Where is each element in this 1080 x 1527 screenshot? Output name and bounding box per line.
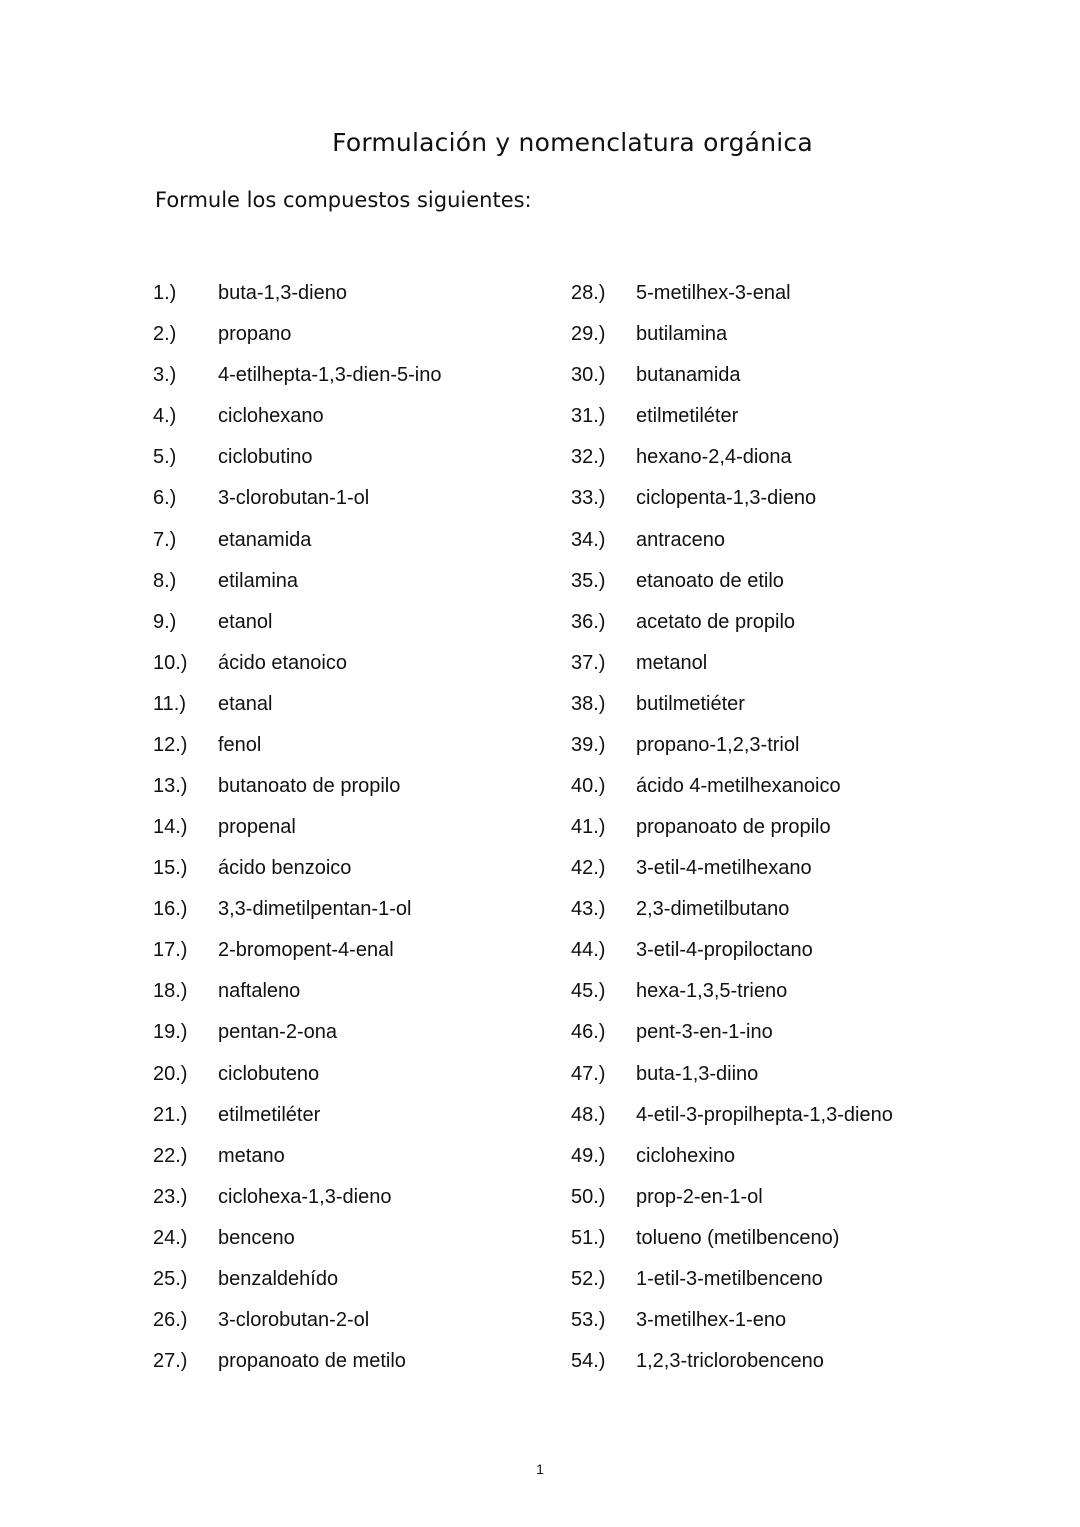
compound-name: 3-clorobutan-2-ol — [218, 1308, 370, 1331]
compound-name: etilamina — [218, 569, 299, 592]
compound-item — [153, 478, 441, 519]
compound-name: benzaldehído — [218, 1267, 339, 1290]
compound-name: acetato de propilo — [636, 610, 796, 633]
compound-item — [571, 1259, 893, 1300]
compound-name: metanol — [636, 651, 708, 674]
compound-name: propanoato de propilo — [636, 816, 831, 839]
compound-item — [571, 1136, 893, 1177]
compound-item — [153, 889, 441, 930]
compound-name: butanoato de propilo — [218, 774, 401, 797]
compound-item — [571, 1095, 893, 1136]
compound-item — [153, 1177, 441, 1218]
compound-name: 3,3-dimetilpentan-1-ol — [218, 898, 412, 921]
compound-number: 32.) — [571, 446, 606, 469]
compound-item — [571, 1177, 893, 1218]
compound-name: propenal — [218, 816, 296, 839]
compound-item — [571, 273, 893, 314]
compound-name: 5-metilhex-3-enal — [636, 282, 791, 305]
compound-name: etanol — [218, 610, 273, 633]
compound-item — [153, 848, 441, 889]
compound-name: 3-etil-4-propiloctano — [636, 939, 813, 962]
compound-number: 23.) — [153, 1185, 188, 1208]
compound-number: 50.) — [571, 1185, 606, 1208]
compound-name: etanamida — [218, 528, 312, 551]
compound-name: propano — [218, 323, 292, 346]
compound-number: 22.) — [153, 1144, 188, 1167]
compound-name: ciclohexino — [636, 1144, 735, 1167]
compound-name: butilmetiéter — [636, 692, 745, 715]
compound-name: 1-etil-3-metilbenceno — [636, 1267, 823, 1290]
compound-item — [571, 807, 893, 848]
compound-number: 40.) — [571, 774, 606, 797]
compound-number: 39.) — [571, 733, 606, 756]
compound-item — [571, 314, 893, 355]
compound-item — [571, 602, 893, 643]
compound-name: ciclobuteno — [218, 1062, 320, 1085]
compound-name: 2,3-dimetilbutano — [636, 898, 790, 921]
compound-number: 46.) — [571, 1021, 606, 1044]
compound-name: etanal — [218, 692, 273, 715]
compound-name: propano-1,2,3-triol — [636, 733, 800, 756]
compound-item — [571, 437, 893, 478]
compound-list-left — [153, 273, 441, 1382]
compound-item — [153, 437, 441, 478]
compound-number: 14.) — [153, 816, 188, 839]
compound-item — [153, 725, 441, 766]
compound-number: 51.) — [571, 1226, 606, 1249]
compound-number: 18.) — [153, 980, 188, 1003]
compound-item — [153, 1341, 441, 1382]
compound-number: 3.) — [153, 364, 177, 387]
compound-name: 3-metilhex-1-eno — [636, 1308, 787, 1331]
compound-item — [571, 889, 893, 930]
compound-name: metano — [218, 1144, 285, 1167]
compound-item — [571, 930, 893, 971]
compound-name: butanamida — [636, 364, 741, 387]
compound-name: tolueno (metilbenceno) — [636, 1226, 840, 1249]
compound-number: 12.) — [153, 733, 188, 756]
compound-name: pentan-2-ona — [218, 1021, 337, 1044]
compound-item — [571, 519, 893, 560]
compound-item — [571, 848, 893, 889]
compound-number: 6.) — [153, 487, 177, 510]
compound-name: ácido etanoico — [218, 651, 347, 674]
compound-item — [571, 725, 893, 766]
compound-name: naftaleno — [218, 980, 301, 1003]
compound-number: 4.) — [153, 405, 177, 428]
compound-name: 4-etilhepta-1,3-dien-5-ino — [218, 364, 442, 387]
compound-number: 17.) — [153, 939, 188, 962]
compound-name: hexano-2,4-diona — [636, 446, 792, 469]
compound-name: hexa-1,3,5-trieno — [636, 980, 788, 1003]
compound-item — [153, 807, 441, 848]
compound-item — [571, 355, 893, 396]
compound-name: ciclopenta-1,3-dieno — [636, 487, 817, 510]
compound-number: 1.) — [153, 282, 177, 305]
compound-item — [153, 396, 441, 437]
compound-name: butilamina — [636, 323, 728, 346]
compound-item — [153, 930, 441, 971]
compound-name: benceno — [218, 1226, 295, 1249]
compound-item — [153, 602, 441, 643]
compound-item — [153, 643, 441, 684]
compound-name: ciclobutino — [218, 446, 313, 469]
compound-name: etilmetiléter — [636, 405, 739, 428]
compound-item — [153, 1259, 441, 1300]
compound-number: 15.) — [153, 857, 188, 880]
compound-number: 31.) — [571, 405, 606, 428]
page-number: 1 — [536, 1461, 544, 1477]
compound-number: 44.) — [571, 939, 606, 962]
compound-number: 47.) — [571, 1062, 606, 1085]
compound-item — [571, 1341, 893, 1382]
compound-number: 20.) — [153, 1062, 188, 1085]
compound-number: 45.) — [571, 980, 606, 1003]
compound-number: 11.) — [153, 692, 186, 715]
compound-item — [153, 1095, 441, 1136]
compound-name: ácido benzoico — [218, 857, 352, 880]
compound-item — [153, 1300, 441, 1341]
compound-name: 4-etil-3-propilhepta-1,3-dieno — [636, 1103, 893, 1126]
compound-name: 2-bromopent-4-enal — [218, 939, 394, 962]
instruction-text: Formule los compuestos siguientes: — [155, 188, 532, 212]
compound-item — [153, 684, 441, 725]
compound-number: 13.) — [153, 774, 188, 797]
compound-number: 48.) — [571, 1103, 606, 1126]
compound-item — [153, 1218, 441, 1259]
compound-item — [153, 561, 441, 602]
compound-item — [153, 355, 441, 396]
compound-item — [571, 1053, 893, 1094]
compound-number: 19.) — [153, 1021, 188, 1044]
compound-number: 30.) — [571, 364, 606, 387]
compound-item — [571, 643, 893, 684]
compound-number: 34.) — [571, 528, 606, 551]
compound-name: etilmetiléter — [218, 1103, 321, 1126]
compound-item — [571, 684, 893, 725]
compound-item — [153, 1136, 441, 1177]
compound-item — [153, 273, 441, 314]
compound-name: propanoato de metilo — [218, 1350, 406, 1373]
compound-number: 24.) — [153, 1226, 188, 1249]
compound-list-right — [571, 273, 893, 1382]
compound-name: pent-3-en-1-ino — [636, 1021, 773, 1044]
compound-name: ácido 4-metilhexanoico — [636, 774, 841, 797]
compound-number: 36.) — [571, 610, 606, 633]
compound-name: buta-1,3-diino — [636, 1062, 759, 1085]
compound-number: 2.) — [153, 323, 177, 346]
compound-number: 10.) — [153, 651, 188, 674]
compound-item — [571, 1218, 893, 1259]
compound-number: 35.) — [571, 569, 606, 592]
compound-number: 26.) — [153, 1308, 188, 1331]
compound-number: 37.) — [571, 651, 606, 674]
compound-name: ciclohexano — [218, 405, 324, 428]
compound-number: 29.) — [571, 323, 606, 346]
compound-number: 7.) — [153, 528, 177, 551]
compound-name: prop-2-en-1-ol — [636, 1185, 763, 1208]
compound-number: 33.) — [571, 487, 606, 510]
compound-number: 27.) — [153, 1350, 188, 1373]
compound-number: 43.) — [571, 898, 606, 921]
compound-name: ciclohexa-1,3-dieno — [218, 1185, 392, 1208]
compound-item — [153, 519, 441, 560]
compound-item — [571, 478, 893, 519]
compound-name: buta-1,3-dieno — [218, 282, 347, 305]
page-title: Formulación y nomenclatura orgánica — [332, 128, 813, 157]
compound-item — [571, 766, 893, 807]
compound-number: 38.) — [571, 692, 606, 715]
compound-name: antraceno — [636, 528, 725, 551]
compound-item — [571, 1300, 893, 1341]
compound-number: 53.) — [571, 1308, 606, 1331]
compound-name: fenol — [218, 733, 262, 756]
compound-item — [153, 766, 441, 807]
compound-number: 16.) — [153, 898, 188, 921]
compound-number: 5.) — [153, 446, 177, 469]
compound-number: 28.) — [571, 282, 606, 305]
compound-item — [571, 971, 893, 1012]
compound-item — [153, 971, 441, 1012]
compound-item — [153, 314, 441, 355]
compound-number: 25.) — [153, 1267, 188, 1290]
compound-name: 3-clorobutan-1-ol — [218, 487, 370, 510]
compound-number: 8.) — [153, 569, 177, 592]
compound-number: 41.) — [571, 816, 606, 839]
compound-number: 42.) — [571, 857, 606, 880]
compound-number: 9.) — [153, 610, 177, 633]
compound-number: 54.) — [571, 1350, 606, 1373]
compound-name: 3-etil-4-metilhexano — [636, 857, 812, 880]
compound-item — [571, 561, 893, 602]
compound-name: etanoato de etilo — [636, 569, 784, 592]
compound-item — [571, 1012, 893, 1053]
compound-name: 1,2,3-triclorobenceno — [636, 1350, 824, 1373]
compound-number: 52.) — [571, 1267, 606, 1290]
compound-number: 21.) — [153, 1103, 188, 1126]
compound-item — [153, 1012, 441, 1053]
compound-item — [571, 396, 893, 437]
compound-item — [153, 1053, 441, 1094]
compound-number: 49.) — [571, 1144, 606, 1167]
